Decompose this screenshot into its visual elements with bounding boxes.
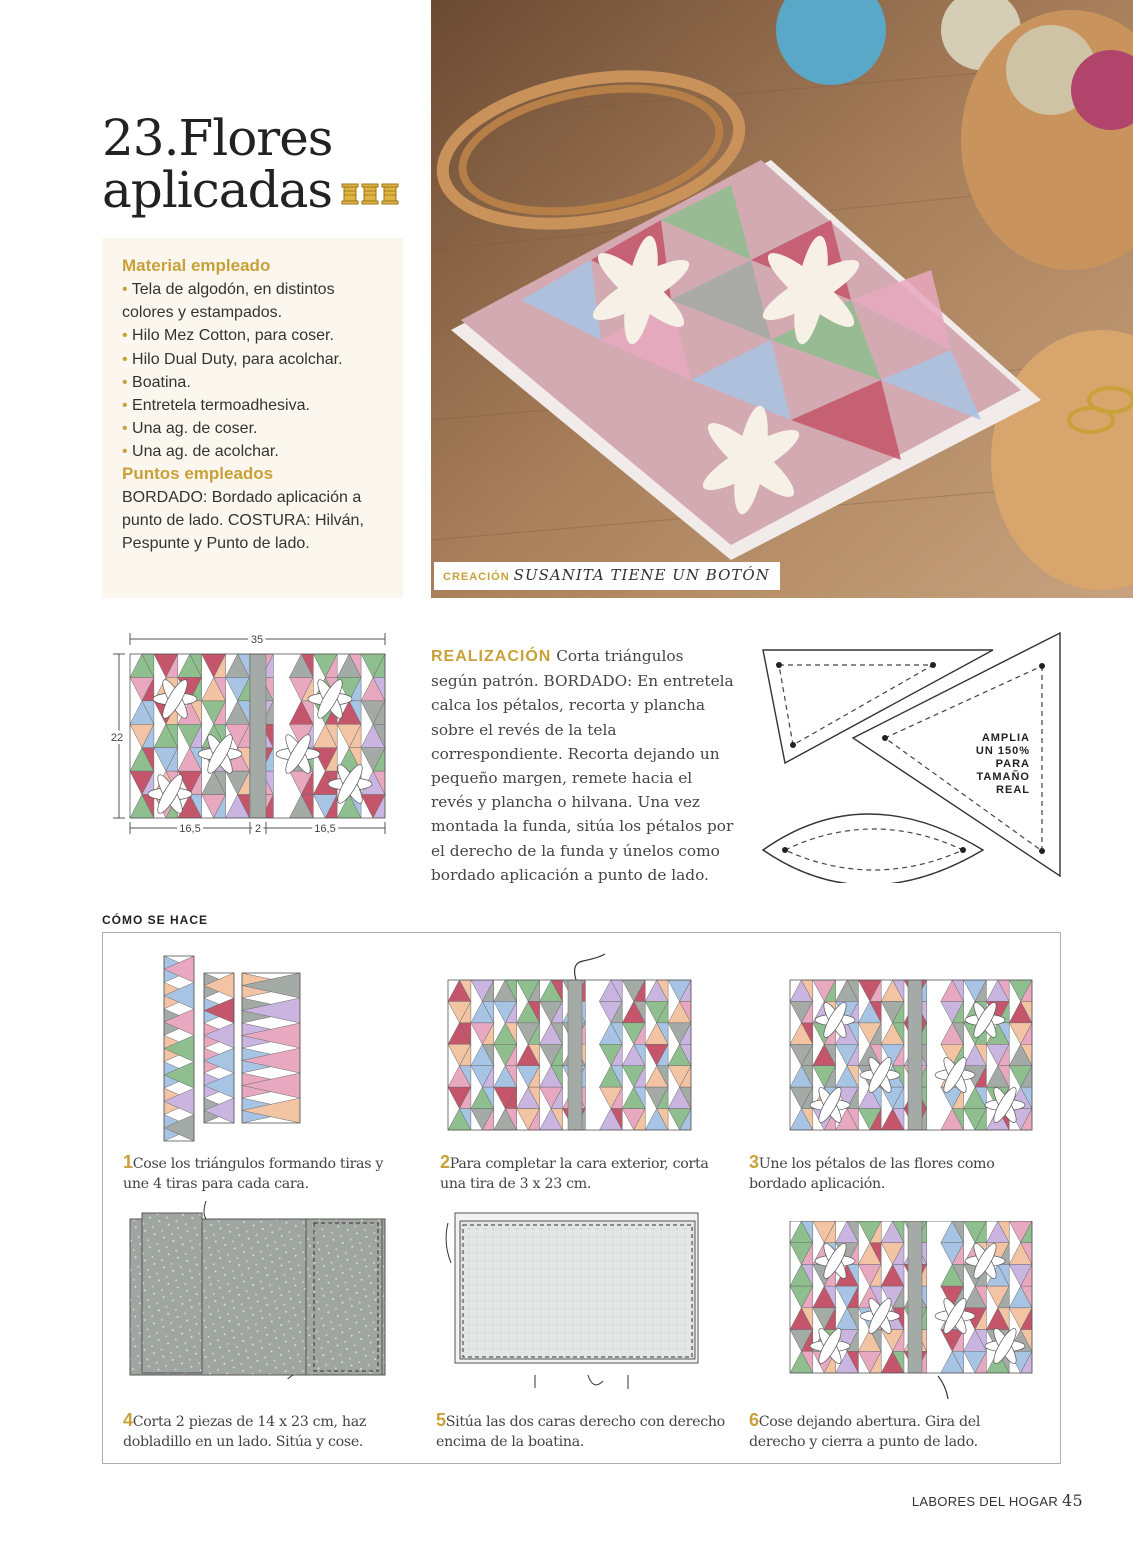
steps-box	[102, 932, 1061, 1464]
stitches-heading: Puntos empleados	[122, 463, 274, 483]
step-2-figure	[443, 953, 703, 1133]
list-item: • Una ag. de coser.	[122, 420, 258, 438]
materials-list	[122, 278, 389, 464]
dim-height-label: 22	[110, 732, 124, 744]
petal-template	[763, 814, 983, 883]
credit-label: CREACIÓN	[443, 571, 510, 583]
list-item: • Boatina.	[122, 373, 191, 391]
step-3-caption: 3Une los pétalos de las flores como bordado aplicación.	[749, 1152, 995, 1192]
dim-width-label: 35	[250, 634, 264, 646]
project-photo	[431, 0, 1133, 598]
title-line-1: 23.Flores	[102, 109, 333, 167]
step-6-figure	[788, 1221, 1038, 1401]
step-5-figure	[443, 1203, 703, 1403]
dimension-diagram	[105, 628, 395, 838]
list-item: • Hilo Dual Duty, para acolchar.	[122, 350, 343, 368]
photo-credit	[434, 562, 780, 590]
difficulty-spools-icon	[340, 180, 402, 208]
list-item: • Entretela termoadhesiva.	[122, 397, 310, 415]
page-title	[102, 109, 422, 219]
step-6-caption: 6Cose dejando abertura. Gira del derecho y cierra a punto de lado.	[749, 1410, 981, 1450]
step-4-caption: 4Corta 2 piezas de 14 x 23 cm, haz dobladillo en un lado. Sitúa y cose.	[123, 1410, 367, 1450]
page-footer	[912, 1491, 1083, 1510]
page-number: 45	[1062, 1491, 1083, 1510]
step-2-caption: 2Para completar la cara exterior, corta una tira de 3 x 23 cm.	[440, 1152, 709, 1192]
magazine-name: LABORES DEL HOGAR	[911, 1494, 1059, 1509]
enlarge-note: AMPLIA UN 150% PARA TAMAÑO REAL	[975, 732, 1030, 796]
how-to-heading: CÓMO SE HACE	[102, 913, 209, 927]
credit-name: SUSANITA TIENE UN BOTÓN	[513, 566, 770, 584]
step-4-figure	[128, 1199, 388, 1379]
dim-right-label: 16,5	[314, 823, 336, 835]
instructions-heading: REALIZACIÓN	[431, 648, 552, 665]
step-1-caption: 1Cose los triángulos formando tiras y une 4 tiras para cada cara.	[123, 1152, 384, 1192]
list-item: • Una ag. de acolchar.	[122, 443, 279, 461]
list-item: • Hilo Mez Cotton, para coser.	[122, 327, 334, 345]
list-item: • Tela de algodón, en distintos colores y estampados.	[122, 281, 335, 322]
dim-left-label: 16,5	[179, 823, 201, 835]
dim-middle-label: 2	[254, 823, 262, 835]
step-1-figure	[158, 953, 308, 1148]
materials-box	[102, 238, 403, 598]
instructions-text	[431, 644, 734, 887]
step-3-figure	[788, 978, 1038, 1133]
materials-heading: Material empleado	[122, 256, 271, 275]
title-line-2: aplicadas	[102, 161, 333, 219]
instructions-body: Corta triángulos según patrón. BORDADO: En entretela calca los pétalos, recorta y plancha sobre el revés de la tela correspondiente. Recorta dejando un pequeño margen, remete hacia el revés y plancha o hilvana. Una vez montada la funda, sitúa los pétalos por el derecho de la funda y únelos como bordado aplicación a punto de lado.	[431, 647, 734, 884]
step-5-caption: 5Sitúa las dos caras derecho con derecho encima de la boatina.	[436, 1410, 725, 1450]
stitches-text: BORDADO: Bordado aplicación a punto de lado. COSTURA: Hilván, Pespunte y Punto de lado.	[122, 488, 364, 553]
